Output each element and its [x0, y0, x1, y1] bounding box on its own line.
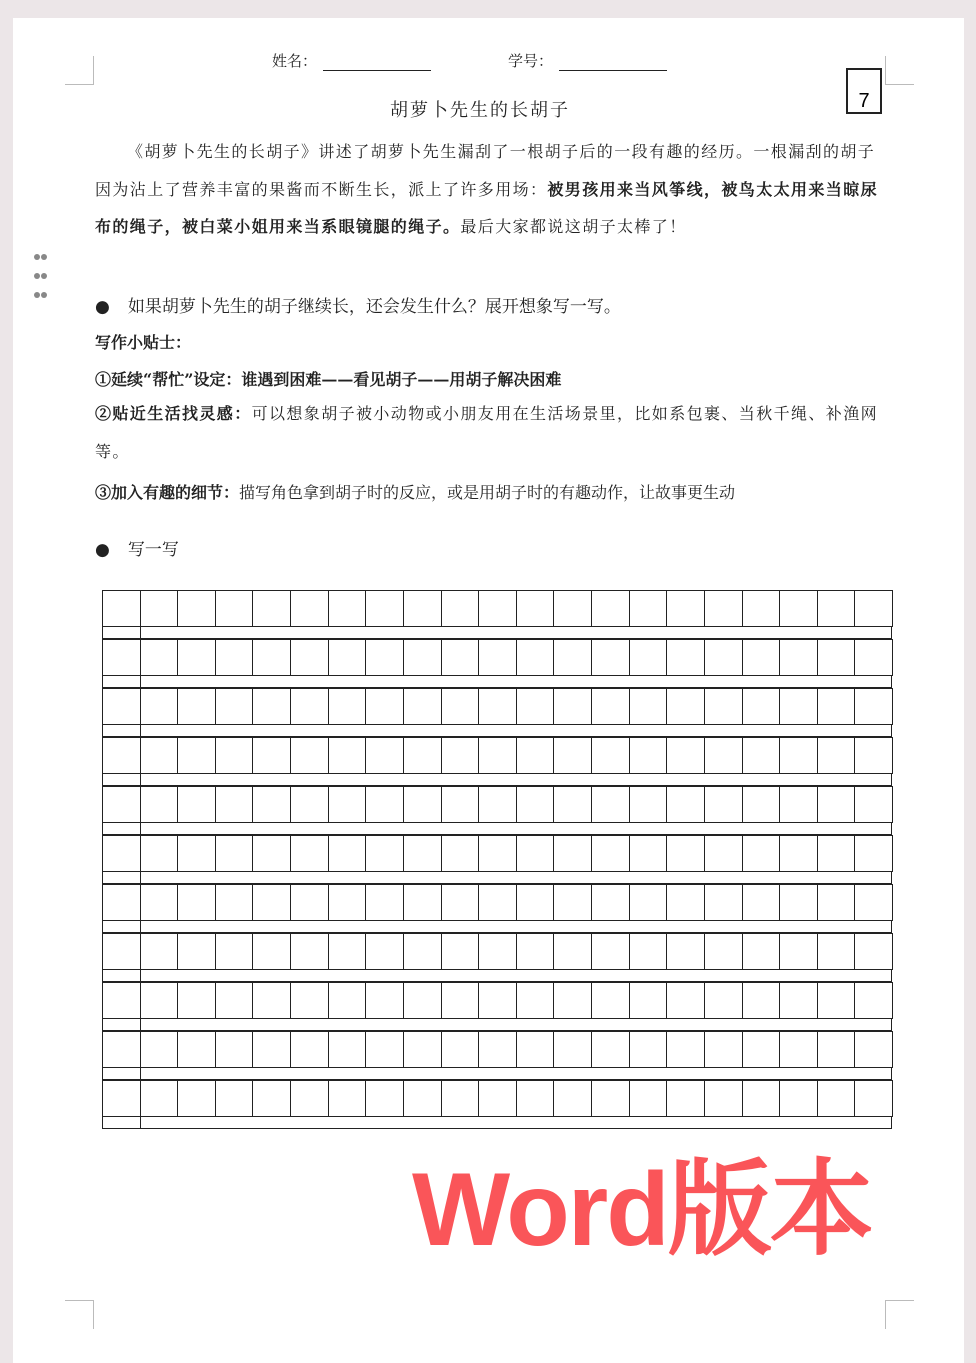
- grid-cell[interactable]: [365, 982, 404, 1019]
- grid-cell[interactable]: [704, 590, 743, 627]
- grid-cell[interactable]: [441, 688, 480, 725]
- grid-gap-row: [140, 1067, 892, 1080]
- grid-cell[interactable]: [441, 933, 480, 970]
- grid-cell[interactable]: [403, 933, 442, 970]
- grid-cell[interactable]: [854, 1031, 893, 1068]
- grid-cell[interactable]: [252, 786, 291, 823]
- grid-cell[interactable]: [516, 1080, 555, 1117]
- grid-cell[interactable]: [666, 786, 705, 823]
- grid-cell[interactable]: [742, 933, 781, 970]
- grid-gap-cell: [102, 675, 141, 688]
- grid-cell[interactable]: [742, 1080, 781, 1117]
- grid-cell[interactable]: [742, 590, 781, 627]
- grid-cell[interactable]: [478, 1080, 517, 1117]
- grid-cell[interactable]: [365, 1080, 404, 1117]
- grid-cell[interactable]: [177, 688, 216, 725]
- grid-cell[interactable]: [441, 1031, 480, 1068]
- grid-cell[interactable]: [478, 884, 517, 921]
- grid-cell[interactable]: [666, 737, 705, 774]
- grid-cell[interactable]: [177, 639, 216, 676]
- grid-cell[interactable]: [290, 1080, 329, 1117]
- grid-cell[interactable]: [140, 933, 179, 970]
- grid-cell[interactable]: [290, 786, 329, 823]
- grid-cell[interactable]: [591, 933, 630, 970]
- grid-cell[interactable]: [516, 786, 555, 823]
- grid-cell[interactable]: [742, 639, 781, 676]
- grid-gap-row: [140, 1018, 892, 1031]
- grid-cell[interactable]: [290, 835, 329, 872]
- grid-gap-cell: [102, 871, 141, 884]
- margin-corner: [885, 56, 914, 85]
- grid-cell[interactable]: [478, 1031, 517, 1068]
- grid-cell[interactable]: [779, 639, 818, 676]
- grid-cell[interactable]: [441, 982, 480, 1019]
- grid-cell[interactable]: [441, 835, 480, 872]
- grid-gap-row: [140, 920, 892, 933]
- grid-cell[interactable]: [553, 933, 592, 970]
- grid-gap-cell: [102, 773, 141, 786]
- grid-cell[interactable]: [516, 884, 555, 921]
- grid-cell[interactable]: [516, 590, 555, 627]
- grid-cell[interactable]: [478, 835, 517, 872]
- margin-corner: [65, 56, 94, 85]
- grid-cell[interactable]: [629, 590, 668, 627]
- grid-cell[interactable]: [365, 590, 404, 627]
- grid-row: [102, 982, 892, 1031]
- grid-cell[interactable]: [854, 884, 893, 921]
- tip-3: [95, 480, 735, 503]
- grid-cell[interactable]: [704, 786, 743, 823]
- student-id-field[interactable]: [508, 50, 667, 71]
- grid-cell[interactable]: [629, 786, 668, 823]
- grid-cell[interactable]: [140, 737, 179, 774]
- grid-cell[interactable]: [742, 688, 781, 725]
- grid-cell[interactable]: [328, 884, 367, 921]
- drag-handle-icon[interactable]: [34, 248, 50, 305]
- grid-cell[interactable]: [328, 590, 367, 627]
- grid-cell[interactable]: [102, 933, 141, 970]
- grid-cell[interactable]: [779, 835, 818, 872]
- grid-cell[interactable]: [704, 737, 743, 774]
- grid-cell[interactable]: [779, 1080, 818, 1117]
- grid-cell[interactable]: [553, 982, 592, 1019]
- tip-2-text: 可以想象胡子被小动物或小朋友用在生活场景里，比如系包裹、当秋千绳、补渔网等。: [95, 404, 879, 461]
- grid-cell[interactable]: [252, 590, 291, 627]
- grid-row: [102, 884, 892, 933]
- grid-cell[interactable]: [553, 737, 592, 774]
- grid-cell[interactable]: [215, 1031, 254, 1068]
- grid-cell[interactable]: [704, 982, 743, 1019]
- grid-cell[interactable]: [252, 1080, 291, 1117]
- question: [95, 292, 621, 317]
- grid-cell[interactable]: [779, 737, 818, 774]
- grid-cell[interactable]: [290, 639, 329, 676]
- grid-cell[interactable]: [441, 786, 480, 823]
- grid-gap-row: [140, 871, 892, 884]
- grid-cell[interactable]: [591, 786, 630, 823]
- name-blank[interactable]: [323, 54, 431, 71]
- grid-cell[interactable]: [478, 639, 517, 676]
- grid-cell[interactable]: [742, 1031, 781, 1068]
- grid-cell[interactable]: [102, 639, 141, 676]
- grid-cell[interactable]: [365, 1031, 404, 1068]
- grid-cell[interactable]: [140, 835, 179, 872]
- grid-cell[interactable]: [666, 639, 705, 676]
- grid-cell[interactable]: [817, 737, 856, 774]
- grid-cell[interactable]: [403, 639, 442, 676]
- grid-cell[interactable]: [666, 590, 705, 627]
- tip-2-label: ②贴近生活找灵感：: [95, 404, 252, 423]
- grid-cell[interactable]: [290, 933, 329, 970]
- grid-cell[interactable]: [177, 835, 216, 872]
- grid-cell[interactable]: [328, 786, 367, 823]
- grid-gap-cell: [102, 724, 141, 737]
- intro-text: 《胡萝卜先生的长胡子》讲述了胡萝卜先生漏刮了一根胡子后的一段有趣的经历。一根漏刮的胡子因为沾上了营养丰富的果酱而不断生长，派上了许多用场：: [95, 142, 876, 199]
- grid-cell[interactable]: [102, 982, 141, 1019]
- grid-cell[interactable]: [553, 1080, 592, 1117]
- tip-3-text: 描写角色拿到胡子时的反应，或是用胡子时的有趣动作，让故事更生动: [239, 483, 736, 502]
- grid-cell[interactable]: [328, 933, 367, 970]
- grid-cell[interactable]: [290, 688, 329, 725]
- grid-cell[interactable]: [403, 1031, 442, 1068]
- grid-cell[interactable]: [854, 835, 893, 872]
- grid-cell[interactable]: [365, 688, 404, 725]
- grid-cell[interactable]: [177, 933, 216, 970]
- grid-cell[interactable]: [742, 982, 781, 1019]
- grid-cell[interactable]: [629, 1080, 668, 1117]
- grid-cell[interactable]: [591, 982, 630, 1019]
- grid-cell[interactable]: [328, 737, 367, 774]
- grid-gap-cell: [102, 626, 141, 639]
- grid-cell[interactable]: [817, 786, 856, 823]
- grid-cell[interactable]: [817, 1031, 856, 1068]
- grid-cell[interactable]: [102, 688, 141, 725]
- grid-cell[interactable]: [140, 688, 179, 725]
- grid-cell[interactable]: [591, 884, 630, 921]
- grid-cell[interactable]: [854, 933, 893, 970]
- grid-gap-row: [140, 724, 892, 737]
- grid-cell[interactable]: [215, 884, 254, 921]
- grid-cell[interactable]: [365, 933, 404, 970]
- grid-cell[interactable]: [215, 786, 254, 823]
- grid-cell[interactable]: [403, 884, 442, 921]
- grid-cell[interactable]: [666, 982, 705, 1019]
- grid-cell[interactable]: [328, 639, 367, 676]
- grid-cell[interactable]: [553, 1031, 592, 1068]
- grid-gap-row: [140, 969, 892, 982]
- grid-cell[interactable]: [403, 982, 442, 1019]
- grid-cell[interactable]: [140, 786, 179, 823]
- grid-cell[interactable]: [629, 884, 668, 921]
- bullet-icon: ●: [95, 540, 110, 560]
- grid-cell[interactable]: [403, 1080, 442, 1117]
- student-id-blank[interactable]: [559, 54, 667, 71]
- grid-cell[interactable]: [252, 835, 291, 872]
- grid-row: [102, 1080, 892, 1129]
- grid-cell[interactable]: [779, 982, 818, 1019]
- grid-cell[interactable]: [854, 639, 893, 676]
- name-field[interactable]: [272, 50, 431, 71]
- grid-cell[interactable]: [365, 835, 404, 872]
- grid-cell[interactable]: [365, 786, 404, 823]
- page-number-box: 7: [846, 68, 882, 114]
- grid-cell[interactable]: [328, 835, 367, 872]
- grid-cell[interactable]: [478, 786, 517, 823]
- grid-cell[interactable]: [441, 639, 480, 676]
- grid-cell[interactable]: [854, 590, 893, 627]
- grid-cell[interactable]: [817, 639, 856, 676]
- grid-cell[interactable]: [252, 884, 291, 921]
- grid-cell[interactable]: [553, 590, 592, 627]
- grid-cell[interactable]: [591, 737, 630, 774]
- grid-cell[interactable]: [704, 835, 743, 872]
- grid-cell[interactable]: [817, 688, 856, 725]
- grid-row: [102, 688, 892, 737]
- grid-cell[interactable]: [591, 835, 630, 872]
- grid-cell[interactable]: [591, 1031, 630, 1068]
- grid-cell[interactable]: [365, 737, 404, 774]
- grid-gap-row: [140, 626, 892, 639]
- margin-corner: [885, 1300, 914, 1329]
- grid-cell[interactable]: [177, 737, 216, 774]
- grid-cell[interactable]: [629, 1031, 668, 1068]
- grid-cell[interactable]: [102, 884, 141, 921]
- grid-cell[interactable]: [365, 884, 404, 921]
- grid-cell[interactable]: [704, 933, 743, 970]
- grid-cell[interactable]: [516, 737, 555, 774]
- grid-gap-cell: [102, 1067, 141, 1080]
- grid-cell[interactable]: [478, 933, 517, 970]
- grid-row: [102, 1031, 892, 1080]
- grid-cell[interactable]: [252, 737, 291, 774]
- grid-cell[interactable]: [666, 1031, 705, 1068]
- grid-gap-row: [140, 773, 892, 786]
- grid-cell[interactable]: [629, 737, 668, 774]
- grid-cell[interactable]: [854, 1080, 893, 1117]
- grid-cell[interactable]: [742, 835, 781, 872]
- grid-cell[interactable]: [591, 639, 630, 676]
- grid-cell[interactable]: [553, 884, 592, 921]
- grid-cell[interactable]: [553, 835, 592, 872]
- grid-cell[interactable]: [215, 688, 254, 725]
- grid-cell[interactable]: [102, 1080, 141, 1117]
- grid-cell[interactable]: [854, 982, 893, 1019]
- grid-cell[interactable]: [140, 1031, 179, 1068]
- grid-cell[interactable]: [704, 884, 743, 921]
- grid-row: [102, 835, 892, 884]
- grid-cell[interactable]: [215, 933, 254, 970]
- grid-cell[interactable]: [328, 982, 367, 1019]
- grid-cell[interactable]: [328, 688, 367, 725]
- grid-cell[interactable]: [252, 639, 291, 676]
- grid-cell[interactable]: [742, 786, 781, 823]
- grid-cell[interactable]: [742, 884, 781, 921]
- grid-cell[interactable]: [140, 639, 179, 676]
- grid-cell[interactable]: [553, 786, 592, 823]
- grid-cell[interactable]: [478, 737, 517, 774]
- grid-cell[interactable]: [478, 982, 517, 1019]
- grid-cell[interactable]: [779, 1031, 818, 1068]
- grid-cell[interactable]: [516, 639, 555, 676]
- grid-cell[interactable]: [666, 1080, 705, 1117]
- grid-cell[interactable]: [403, 737, 442, 774]
- grid-row: [102, 639, 892, 688]
- grid-gap-cell: [102, 920, 141, 933]
- grid-cell[interactable]: [140, 1080, 179, 1117]
- tips-title: 写作小贴士：: [95, 333, 192, 352]
- grid-cell[interactable]: [779, 688, 818, 725]
- grid-cell[interactable]: [252, 1031, 291, 1068]
- grid-cell[interactable]: [177, 1080, 216, 1117]
- grid-cell[interactable]: [140, 884, 179, 921]
- grid-cell[interactable]: [140, 590, 179, 627]
- grid-cell[interactable]: [666, 835, 705, 872]
- grid-cell[interactable]: [817, 982, 856, 1019]
- grid-cell[interactable]: [252, 933, 291, 970]
- grid-cell[interactable]: [817, 590, 856, 627]
- grid-cell[interactable]: [629, 933, 668, 970]
- grid-cell[interactable]: [854, 737, 893, 774]
- grid-cell[interactable]: [177, 786, 216, 823]
- intro-bold-text: 被男孩用来当风筝线，被鸟太太用来当晾尿布的绳子，被白菜小姐用来当系眼镜腿的绳子。: [95, 179, 879, 236]
- grid-gap-cell: [102, 1018, 141, 1031]
- grid-gap-cell: [102, 969, 141, 982]
- write-label: 写一写: [127, 540, 179, 560]
- grid-cell[interactable]: [666, 688, 705, 725]
- grid-cell[interactable]: [441, 737, 480, 774]
- student-id-label: 学号：: [508, 52, 554, 70]
- grid-cell[interactable]: [441, 1080, 480, 1117]
- grid-cell[interactable]: [441, 590, 480, 627]
- grid-cell[interactable]: [177, 884, 216, 921]
- grid-cell[interactable]: [666, 933, 705, 970]
- question-text: 如果胡萝卜先生的胡子继续长，还会发生什么？展开想象写一写。: [127, 297, 621, 317]
- grid-row: [102, 933, 892, 982]
- grid-cell[interactable]: [779, 933, 818, 970]
- grid-cell[interactable]: [252, 982, 291, 1019]
- grid-cell[interactable]: [290, 590, 329, 627]
- grid-cell[interactable]: [290, 884, 329, 921]
- grid-cell[interactable]: [516, 1031, 555, 1068]
- intro-paragraph: [95, 133, 885, 246]
- grid-cell[interactable]: [629, 835, 668, 872]
- grid-gap-row: [140, 1116, 892, 1129]
- grid-cell[interactable]: [102, 737, 141, 774]
- grid-cell[interactable]: [742, 737, 781, 774]
- write-heading: [95, 535, 179, 560]
- grid-cell[interactable]: [779, 786, 818, 823]
- grid-cell[interactable]: [215, 982, 254, 1019]
- grid-cell[interactable]: [817, 835, 856, 872]
- grid-cell[interactable]: [779, 590, 818, 627]
- grid-row: [102, 786, 892, 835]
- grid-cell[interactable]: [102, 590, 141, 627]
- bullet-icon: ●: [95, 297, 110, 317]
- tip-2: [95, 395, 885, 470]
- grid-cell[interactable]: [704, 639, 743, 676]
- writing-grid[interactable]: [102, 590, 892, 1129]
- intro-text-end: 最后大家都说这胡子太棒了！: [460, 217, 687, 236]
- grid-cell[interactable]: [328, 1031, 367, 1068]
- grid-gap-row: [140, 675, 892, 688]
- grid-cell[interactable]: [553, 639, 592, 676]
- grid-cell[interactable]: [553, 688, 592, 725]
- grid-cell[interactable]: [478, 688, 517, 725]
- grid-cell[interactable]: [854, 786, 893, 823]
- grid-cell[interactable]: [516, 835, 555, 872]
- grid-gap-cell: [102, 1116, 141, 1129]
- page-title: 胡萝卜先生的长胡子: [390, 100, 570, 121]
- tip-3-label: ③加入有趣的细节：: [95, 483, 240, 502]
- grid-cell[interactable]: [591, 590, 630, 627]
- grid-cell[interactable]: [704, 1080, 743, 1117]
- grid-cell[interactable]: [629, 688, 668, 725]
- grid-cell[interactable]: [290, 1031, 329, 1068]
- grid-row: [102, 737, 892, 786]
- grid-cell[interactable]: [403, 688, 442, 725]
- grid-cell[interactable]: [817, 884, 856, 921]
- grid-cell[interactable]: [365, 639, 404, 676]
- grid-cell[interactable]: [704, 1031, 743, 1068]
- grid-cell[interactable]: [177, 982, 216, 1019]
- grid-cell[interactable]: [215, 835, 254, 872]
- grid-cell[interactable]: [629, 982, 668, 1019]
- grid-cell[interactable]: [441, 884, 480, 921]
- margin-corner: [65, 1300, 94, 1329]
- grid-cell[interactable]: [516, 933, 555, 970]
- grid-cell[interactable]: [215, 1080, 254, 1117]
- grid-cell[interactable]: [102, 835, 141, 872]
- grid-cell[interactable]: [478, 590, 517, 627]
- grid-cell[interactable]: [177, 590, 216, 627]
- grid-gap-cell: [102, 822, 141, 835]
- grid-cell[interactable]: [779, 884, 818, 921]
- grid-cell[interactable]: [854, 688, 893, 725]
- grid-cell[interactable]: [629, 639, 668, 676]
- grid-cell[interactable]: [140, 982, 179, 1019]
- grid-cell[interactable]: [290, 982, 329, 1019]
- grid-row: [102, 590, 892, 639]
- grid-cell[interactable]: [215, 590, 254, 627]
- grid-cell[interactable]: [403, 835, 442, 872]
- grid-cell[interactable]: [817, 1080, 856, 1117]
- grid-cell[interactable]: [516, 982, 555, 1019]
- grid-cell[interactable]: [817, 933, 856, 970]
- grid-cell[interactable]: [591, 688, 630, 725]
- grid-cell[interactable]: [215, 737, 254, 774]
- tip-1: ①延续“帮忙”设定：谁遇到困难——看见胡子——用胡子解决困难: [95, 370, 562, 389]
- grid-cell[interactable]: [403, 786, 442, 823]
- grid-cell[interactable]: [102, 1031, 141, 1068]
- watermark: Word版本: [412, 1152, 872, 1268]
- grid-cell[interactable]: [591, 1080, 630, 1117]
- grid-cell[interactable]: [516, 688, 555, 725]
- grid-cell[interactable]: [215, 639, 254, 676]
- grid-cell[interactable]: [403, 590, 442, 627]
- grid-cell[interactable]: [102, 786, 141, 823]
- grid-cell[interactable]: [666, 884, 705, 921]
- name-label: 姓名：: [272, 52, 318, 70]
- grid-cell[interactable]: [704, 688, 743, 725]
- grid-cell[interactable]: [290, 737, 329, 774]
- grid-cell[interactable]: [177, 1031, 216, 1068]
- grid-cell[interactable]: [328, 1080, 367, 1117]
- grid-cell[interactable]: [252, 688, 291, 725]
- grid-gap-row: [140, 822, 892, 835]
